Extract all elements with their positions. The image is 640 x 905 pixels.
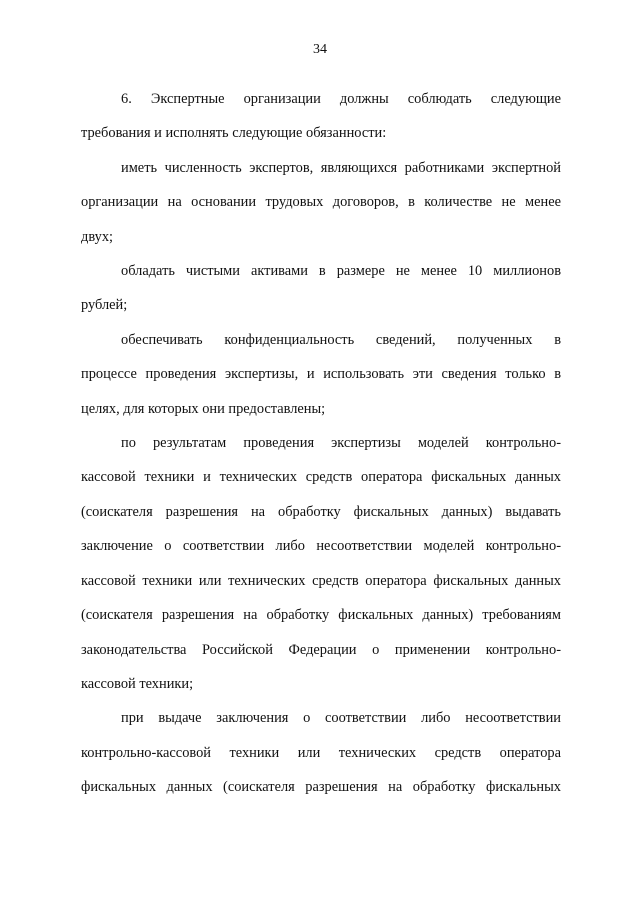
paragraph-5 <box>81 426 561 701</box>
text-line: обладать чистыми активами в размере не менее 10 миллионов <box>121 263 561 280</box>
text-line: кассовой техники и технических средств оператора фискальных данных <box>81 469 561 486</box>
text-line: кассовой техники; <box>81 675 194 692</box>
page-number: 34 <box>313 42 327 57</box>
text-line: по результатам проведения экспертизы моделей контрольно- <box>121 435 561 452</box>
text-line: организации на основании трудовых договоров, в количестве не менее <box>81 194 561 211</box>
text-line: требования и исполнять следующие обязанности: <box>81 125 387 142</box>
text-line: кассовой техники или технических средств оператора фискальных данных <box>81 572 561 589</box>
text-line: законодательства Российской Федерации о применении контрольно- <box>81 641 561 658</box>
text-line: обеспечивать конфиденциальность сведений, полученных в <box>121 331 561 348</box>
text-line: процессе проведения экспертизы, и использовать эти сведения только в <box>81 366 561 383</box>
text-line: рублей; <box>81 297 128 314</box>
document-body <box>81 82 561 805</box>
text-line: двух; <box>81 228 114 245</box>
text-line: заключение о соответствии либо несоответствии моделей контрольно- <box>81 538 561 555</box>
paragraph-2 <box>81 151 561 254</box>
text-line: 6. Экспертные организации должны соблюдать следующие <box>121 91 561 107</box>
text-line: при выдаче заключения о соответствии либо несоответствии <box>121 710 561 727</box>
text-line: (соискателя разрешения на обработку фискальных данных) требованиям <box>81 607 561 624</box>
paragraph-3 <box>81 254 561 323</box>
text-line: фискальных данных (соискателя разрешения на обработку фискальных <box>81 779 561 796</box>
text-line: целях, для которых они предоставлены; <box>81 400 326 417</box>
text-line: контрольно-кассовой техники или технических средств оператора <box>81 744 561 761</box>
paragraph-1 <box>81 82 561 151</box>
text-line: (соискателя разрешения на обработку фискальных данных) выдавать <box>81 503 561 520</box>
text-line: иметь численность экспертов, являющихся работниками экспертной <box>121 159 561 176</box>
paragraph-4 <box>81 323 561 426</box>
paragraph-6 <box>81 701 561 804</box>
